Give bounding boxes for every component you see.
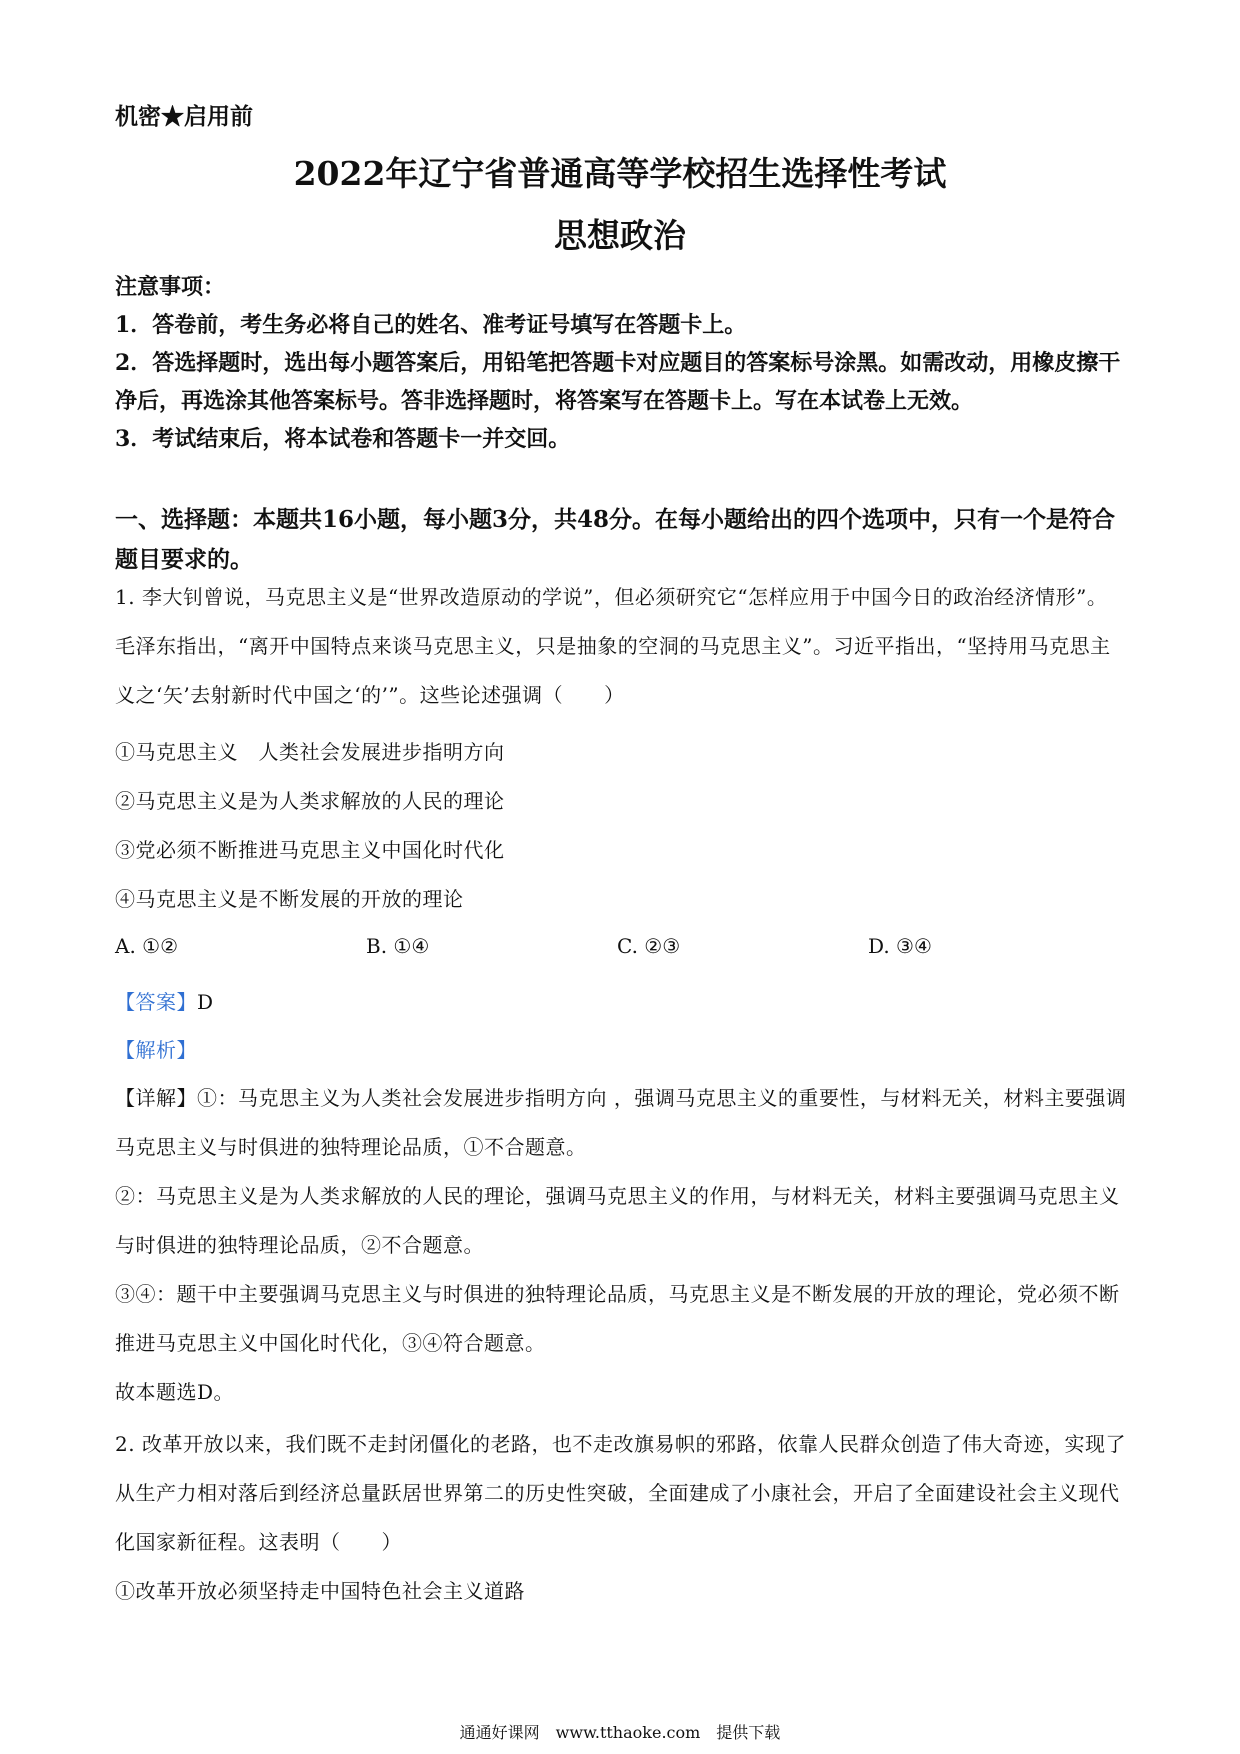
answer-line xyxy=(115,978,1127,1027)
question-2-stem: 2. 改革开放以来，我们既不走封闭僵化的老路，也不走改旗易帜的邪路，依靠人民群众创造了伟大奇迹，实现了从生产力相对落后到经济总量跃居世界第二的历史性突破，全面建成了小康社会，开启了全面建设社会主义现代化国家新征程。这表明（ ） xyxy=(115,1432,1126,1554)
statement: ②马克思主义是为人类求解放的人民的理论 xyxy=(115,789,505,813)
confidential-label: 机密★启用前 xyxy=(115,103,253,130)
statement: ①改革开放必须坚持走中国特色社会主义道路 xyxy=(115,1579,525,1603)
detail-tag: 【详解】 xyxy=(115,1086,197,1110)
option-a: A. ①② xyxy=(115,934,179,958)
question-1-statements xyxy=(115,728,1127,924)
subject-title: 思想政治 xyxy=(554,216,686,255)
exam-title: 2022年辽宁省普通高等学校招生选择性考试 xyxy=(293,154,947,193)
notes-heading: 注意事项： xyxy=(115,274,226,300)
detail-block xyxy=(115,1074,1127,1417)
question-1-stem: 1. 李大钊曾说，马克思主义是“世界改造原动的学说”，但必须研究它“怎样应用于中国今日的政治经济情形”。毛泽东指出，“离开中国特点来谈马克思主义，只是抽象的空洞的马克思主义”。习近平指出，“坚持用马克思主义之‘矢’去射新时代中国之‘的’”。这些论述强调（ ） xyxy=(115,585,1111,707)
notes-item: 3．考试结束后，将本试卷和答题卡一并交回。 xyxy=(115,426,571,452)
answer-value: D xyxy=(197,990,214,1014)
option-b: B. ①④ xyxy=(366,934,430,958)
section-heading: 一、选择题：本题共16小题，每小题3分，共48分。在每小题给出的四个选项中，只有一个是符合题目要求的。 xyxy=(115,506,1116,573)
notes-item: 1．答卷前，考生务必将自己的姓名、准考证号填写在答题卡上。 xyxy=(115,312,747,338)
option-c: C. ②③ xyxy=(617,934,681,958)
statement: ④马克思主义是不断发展的开放的理论 xyxy=(115,887,464,911)
analysis-line xyxy=(115,1026,1127,1075)
detail-text: ②：马克思主义是为人类求解放的人民的理论，强调马克思主义的作用，与材料无关，材料主要强调马克思主义与时俱进的独特理论品质，②不合题意。 xyxy=(115,1184,1120,1257)
notes-section xyxy=(115,268,1127,458)
page-footer: 通通好课网 www.tthaoke.com 提供下载 xyxy=(459,1723,781,1742)
detail-text: ①：马克思主义为人类社会发展进步指明方向 ，强调马克思主义的重要性，与材料无关，材料主要强调马克思主义与时俱进的独特理论品质，①不合题意。 xyxy=(115,1086,1127,1159)
detail-text: ③④：题干中主要强调马克思主义与时俱进的独特理论品质，马克思主义是不断发展的开放的理论，党必须不断推进马克思主义中国化时代化，③④符合题意。 xyxy=(115,1282,1120,1355)
conclusion-text: 故本题选D。 xyxy=(115,1380,235,1404)
analysis-tag: 【解析】 xyxy=(115,1038,197,1062)
option-d: D. ③④ xyxy=(868,934,932,958)
question-1-options xyxy=(115,934,1127,974)
notes-item: 2．答选择题时，选出每小题答案后，用铅笔把答题卡对应题目的答案标号涂黑。如需改动，用橡皮擦干净后，再选涂其他答案标号。答非选择题时，将答案写在答题卡上。写在本试卷上无效。 xyxy=(115,350,1121,414)
answer-tag: 【答案】 xyxy=(115,990,197,1014)
statement: ①马克思主义 人类社会发展进步指明方向 xyxy=(115,740,505,764)
question-2 xyxy=(115,1420,1127,1616)
question-1 xyxy=(115,573,1127,720)
statement: ③党必须不断推进马克思主义中国化时代化 xyxy=(115,838,505,862)
